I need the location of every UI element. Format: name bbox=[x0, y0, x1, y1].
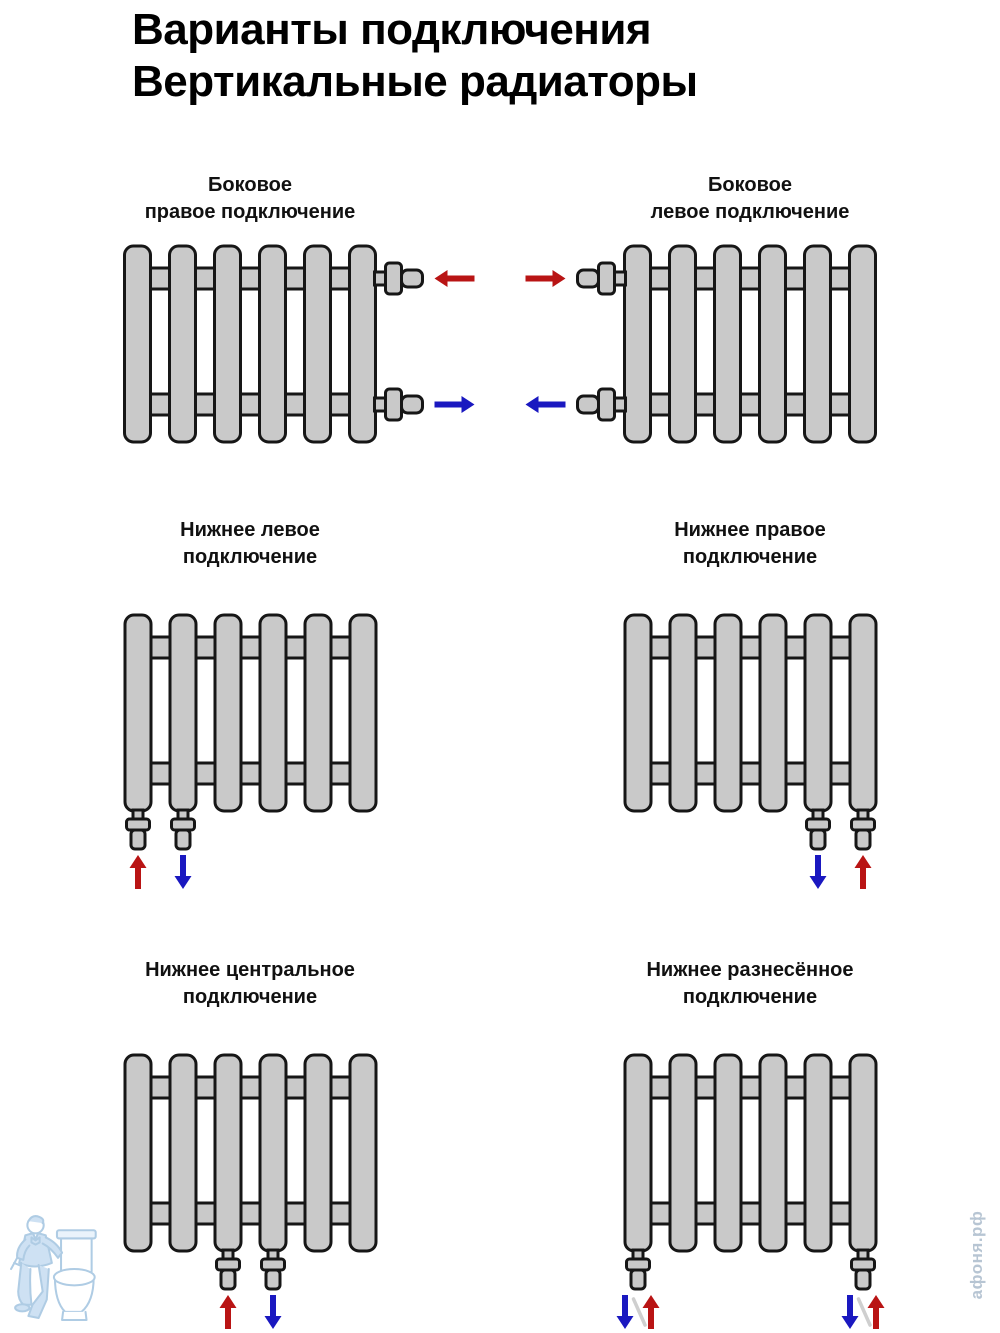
radiator-section bbox=[260, 615, 286, 811]
panel-title-line1: Нижнее левое bbox=[180, 519, 320, 541]
valve-cap bbox=[578, 270, 599, 287]
radiator-diagram-bottom-right bbox=[600, 611, 901, 897]
valve-nut bbox=[126, 819, 149, 830]
radiator-section bbox=[260, 246, 286, 442]
valve-nut bbox=[806, 819, 829, 830]
radiator-section bbox=[215, 246, 241, 442]
radiator-section bbox=[350, 246, 376, 442]
radiator-diagram-bottom-left bbox=[100, 611, 401, 897]
panel-bottom-right bbox=[500, 505, 1000, 945]
radiator-section bbox=[625, 615, 651, 811]
diagram-grid bbox=[0, 160, 1000, 1333]
radiator-section bbox=[805, 1055, 831, 1251]
page-title-line2: Вертикальные радиаторы bbox=[132, 56, 698, 106]
return-arrow-down bbox=[809, 855, 826, 889]
panel-title-bottom-spread bbox=[646, 957, 853, 1011]
bottom-manifold bbox=[128, 763, 373, 784]
bottom-manifold bbox=[128, 394, 373, 415]
valve-pipe bbox=[131, 830, 145, 849]
valve-nut bbox=[386, 263, 402, 294]
valve-nut bbox=[851, 819, 874, 830]
valve-nut bbox=[599, 263, 615, 294]
supply-arrow-up bbox=[129, 855, 146, 889]
supply-arrow-right bbox=[526, 270, 566, 287]
valve-stub bbox=[615, 272, 626, 285]
panel-title-bottom-left bbox=[180, 517, 320, 571]
radiator-section bbox=[260, 1055, 286, 1251]
top-manifold bbox=[628, 268, 873, 289]
panel-title-line2: подключение bbox=[682, 986, 818, 1008]
panel-title-line1: Нижнее центральное bbox=[145, 959, 355, 981]
return-arrow-down bbox=[174, 855, 191, 889]
panel-title-line2: подключение bbox=[182, 986, 318, 1008]
panel-side-right bbox=[0, 160, 500, 505]
valve-pipe bbox=[221, 1270, 235, 1289]
radiator-section bbox=[760, 246, 786, 442]
supply-arrow-up bbox=[854, 855, 871, 889]
radiator-section bbox=[125, 615, 151, 811]
bottom-manifold bbox=[128, 1203, 373, 1224]
watermark-site-text: афоня.рф bbox=[967, 1210, 986, 1300]
radiator-section bbox=[125, 246, 151, 442]
panel-title-line1: Нижнее разнесённое bbox=[646, 959, 854, 981]
top-manifold bbox=[128, 637, 373, 658]
radiator-section bbox=[715, 246, 741, 442]
panel-title-line1: Нижнее правое bbox=[674, 519, 826, 541]
valve-pipe bbox=[856, 830, 870, 849]
radiator-section bbox=[715, 1055, 741, 1251]
radiator-section bbox=[305, 1055, 331, 1251]
panel-title-line2: подключение bbox=[682, 546, 818, 568]
valve-pipe bbox=[266, 1270, 280, 1289]
radiator-section bbox=[670, 1055, 696, 1251]
radiator-section bbox=[125, 1055, 151, 1251]
radiator-section bbox=[215, 1055, 241, 1251]
radiator-section bbox=[170, 1055, 196, 1251]
valve-pipe bbox=[176, 830, 190, 849]
radiator-section bbox=[305, 615, 331, 811]
valve-nut bbox=[599, 389, 615, 420]
panel-title-line1: Боковое bbox=[208, 174, 292, 196]
valve-nut bbox=[386, 389, 402, 420]
radiator-section bbox=[670, 246, 696, 442]
valve-cap bbox=[402, 396, 423, 413]
panel-bottom-spread bbox=[500, 945, 1000, 1333]
top-manifold bbox=[628, 1077, 873, 1098]
panel-title-line2: левое подключение bbox=[650, 201, 850, 223]
radiator-section bbox=[850, 246, 876, 442]
panel-title-bottom-center bbox=[145, 957, 355, 1011]
valve-nut bbox=[216, 1259, 239, 1270]
panel-title-bottom-right bbox=[674, 517, 826, 571]
valve-cap bbox=[578, 396, 599, 413]
radiator-section bbox=[805, 615, 831, 811]
radiator-diagram-bottom-center bbox=[100, 1051, 401, 1333]
radiator-diagram-side-left bbox=[520, 242, 980, 450]
top-manifold bbox=[128, 268, 373, 289]
valve-stub bbox=[375, 398, 386, 411]
flow-separator-slash bbox=[858, 1299, 870, 1325]
radiator-section bbox=[215, 615, 241, 811]
valve-stub bbox=[375, 272, 386, 285]
return-arrow-down bbox=[264, 1295, 281, 1329]
valve-nut bbox=[171, 819, 194, 830]
plumber-with-toilet-icon bbox=[8, 1205, 110, 1329]
bottom-manifold bbox=[628, 394, 873, 415]
valve-nut bbox=[261, 1259, 284, 1270]
valve-nut bbox=[626, 1259, 649, 1270]
radiator-section bbox=[350, 615, 376, 811]
radiator-section bbox=[625, 246, 651, 442]
bottom-manifold bbox=[628, 1203, 873, 1224]
radiator-section bbox=[805, 246, 831, 442]
supply-arrow-left bbox=[435, 270, 475, 287]
panel-side-left bbox=[500, 160, 1000, 505]
radiator-section bbox=[850, 1055, 876, 1251]
valve-stub bbox=[615, 398, 626, 411]
valve-cap bbox=[402, 270, 423, 287]
return-arrow-down bbox=[616, 1295, 633, 1329]
supply-arrow-up bbox=[219, 1295, 236, 1329]
top-manifold bbox=[628, 637, 873, 658]
radiator-section bbox=[715, 615, 741, 811]
page-title-line1: Варианты подключения bbox=[132, 5, 652, 54]
radiator-section bbox=[850, 615, 876, 811]
panel-title-line2: подключение bbox=[182, 546, 318, 568]
radiator-section bbox=[350, 1055, 376, 1251]
return-arrow-left bbox=[526, 396, 566, 413]
top-manifold bbox=[128, 1077, 373, 1098]
valve-nut bbox=[851, 1259, 874, 1270]
radiator-section bbox=[305, 246, 331, 442]
radiator-section bbox=[670, 615, 696, 811]
radiator-diagram-side-right bbox=[20, 242, 480, 450]
return-arrow-down bbox=[841, 1295, 858, 1329]
page-title bbox=[132, 4, 698, 108]
panel-title-line1: Боковое bbox=[708, 174, 792, 196]
panel-title-side-left bbox=[651, 172, 850, 226]
panel-title-side-right bbox=[145, 172, 356, 226]
radiator-section bbox=[760, 1055, 786, 1251]
valve-pipe bbox=[631, 1270, 645, 1289]
valve-pipe bbox=[856, 1270, 870, 1289]
bottom-manifold bbox=[628, 763, 873, 784]
return-arrow-right bbox=[435, 396, 475, 413]
radiator-section bbox=[625, 1055, 651, 1251]
valve-pipe bbox=[811, 830, 825, 849]
flow-separator-slash bbox=[633, 1299, 645, 1325]
radiator-section bbox=[170, 615, 196, 811]
radiator-diagram-bottom-spread bbox=[600, 1051, 901, 1333]
panel-title-line2: правое подключение bbox=[144, 201, 356, 223]
panel-bottom-left bbox=[0, 505, 500, 945]
radiator-section bbox=[760, 615, 786, 811]
radiator-section bbox=[170, 246, 196, 442]
